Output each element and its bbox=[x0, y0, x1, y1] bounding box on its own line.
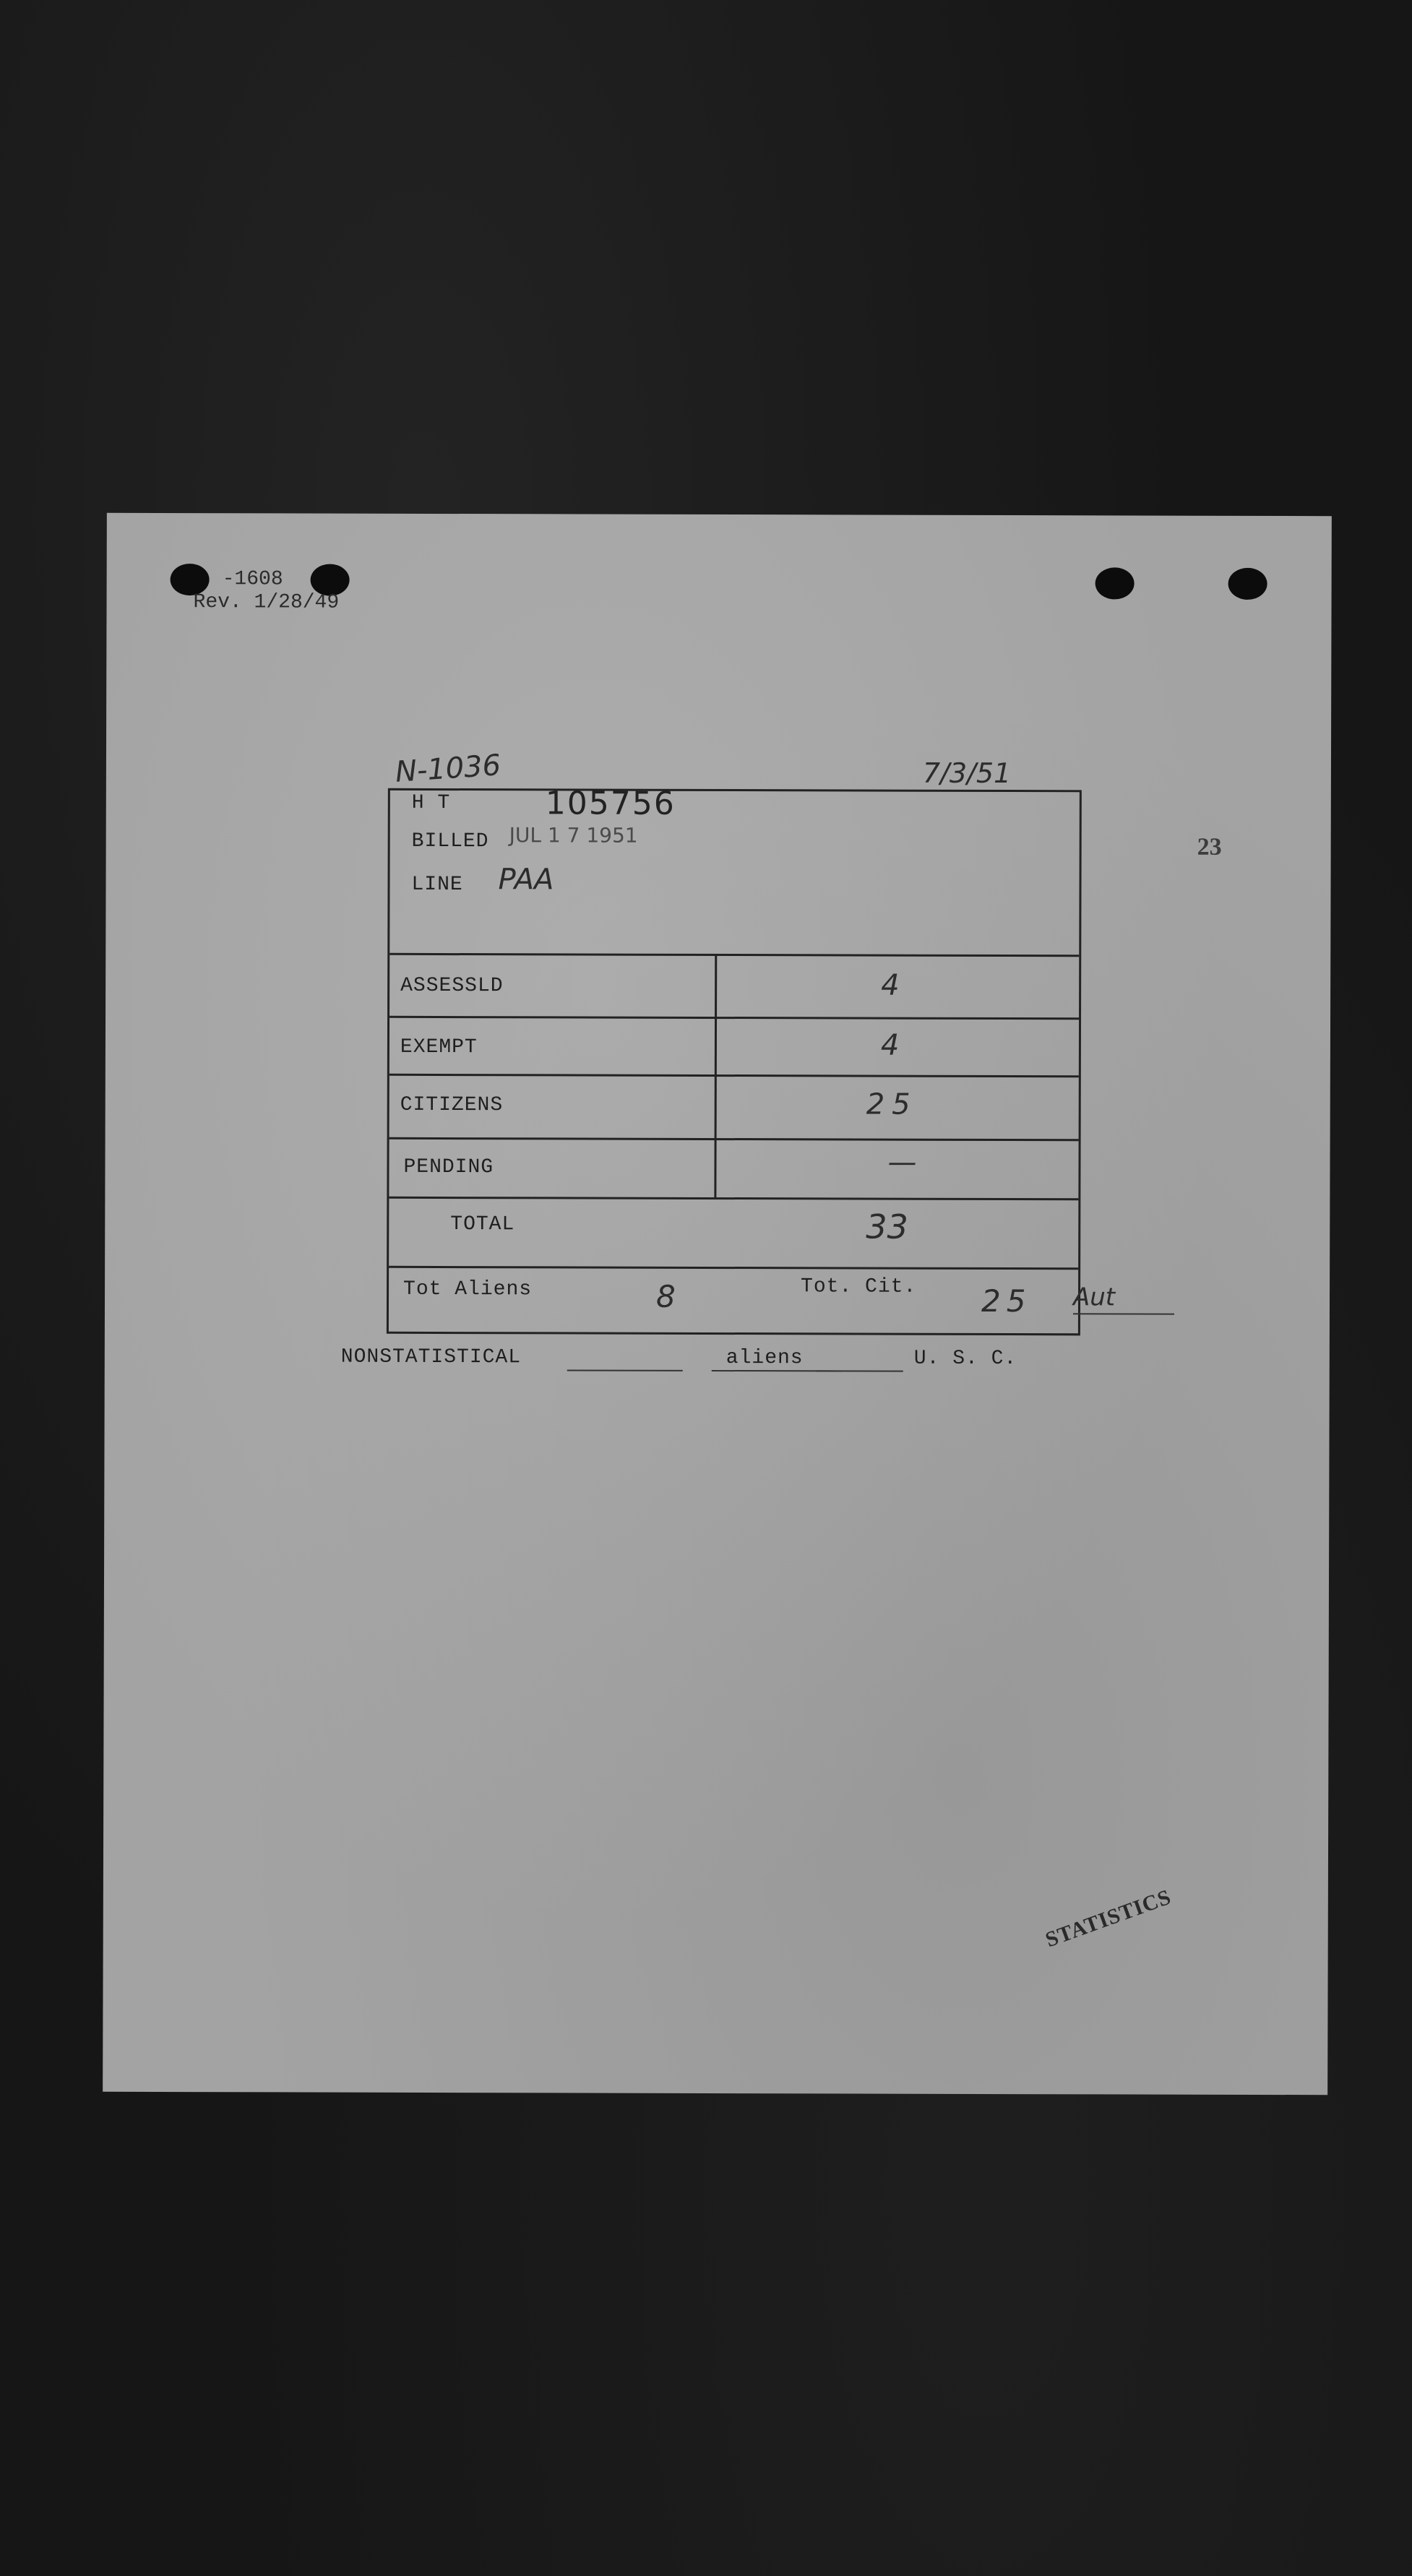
page-number: 23 bbox=[1197, 833, 1222, 861]
initials-underline bbox=[1073, 1313, 1174, 1314]
row-value-citizens: 25 bbox=[866, 1087, 918, 1121]
initials-handwritten: Aut bbox=[1072, 1283, 1116, 1312]
billed-date-stamp: JUL 1 7 1951 bbox=[509, 823, 638, 848]
billed-label: BILLED bbox=[411, 830, 489, 853]
row-value-assessed: 4 bbox=[881, 968, 900, 1002]
nonstatistical-blank bbox=[567, 1369, 683, 1371]
document-page bbox=[103, 513, 1332, 2095]
total-label: TOTAL bbox=[450, 1213, 515, 1236]
statistics-stamp: STATISTICS bbox=[1042, 1884, 1175, 1952]
divider bbox=[389, 1016, 1079, 1020]
divider bbox=[389, 1266, 1078, 1270]
usc-label: U. S. C. bbox=[913, 1347, 1017, 1371]
ht-number: 105756 bbox=[545, 785, 676, 822]
divider bbox=[389, 1197, 1078, 1200]
nonstatistical-label: NONSTATISTICAL bbox=[340, 1345, 522, 1369]
form-number: -1608 bbox=[222, 568, 283, 591]
tot-cit-label: Tot. Cit. bbox=[801, 1275, 917, 1298]
row-label-exempt: EXEMPT bbox=[400, 1035, 478, 1059]
form-identifier bbox=[193, 568, 339, 615]
punch-hole bbox=[1095, 567, 1135, 599]
tot-aliens-label: Tot Aliens bbox=[403, 1278, 533, 1301]
ht-label: H T bbox=[411, 791, 451, 815]
date-handwritten: 7/3/51 bbox=[922, 757, 1012, 790]
row-label-citizens: CITIZENS bbox=[400, 1093, 504, 1117]
aliens-blank bbox=[817, 1370, 903, 1371]
row-value-exempt: 4 bbox=[880, 1028, 900, 1062]
punch-hole bbox=[1228, 568, 1267, 600]
column-divider bbox=[714, 954, 717, 1197]
divider bbox=[389, 953, 1079, 957]
divider bbox=[389, 1074, 1079, 1077]
row-label-pending: PENDING bbox=[403, 1155, 494, 1179]
row-value-pending: — bbox=[887, 1145, 917, 1179]
form-revision: Rev. 1/28/49 bbox=[193, 591, 340, 614]
file-number-handwritten: N-1036 bbox=[394, 749, 502, 789]
tally-form-box bbox=[387, 785, 1082, 1336]
line-value: PAA bbox=[498, 863, 554, 897]
divider bbox=[389, 1137, 1079, 1141]
row-label-assessed: ASSESSLD bbox=[400, 974, 504, 998]
tot-aliens-value: 8 bbox=[655, 1278, 676, 1314]
line-label: LINE bbox=[411, 873, 463, 897]
aliens-label: aliens bbox=[726, 1347, 804, 1370]
total-value: 33 bbox=[866, 1207, 908, 1246]
tot-cit-value: 25 bbox=[981, 1283, 1032, 1319]
